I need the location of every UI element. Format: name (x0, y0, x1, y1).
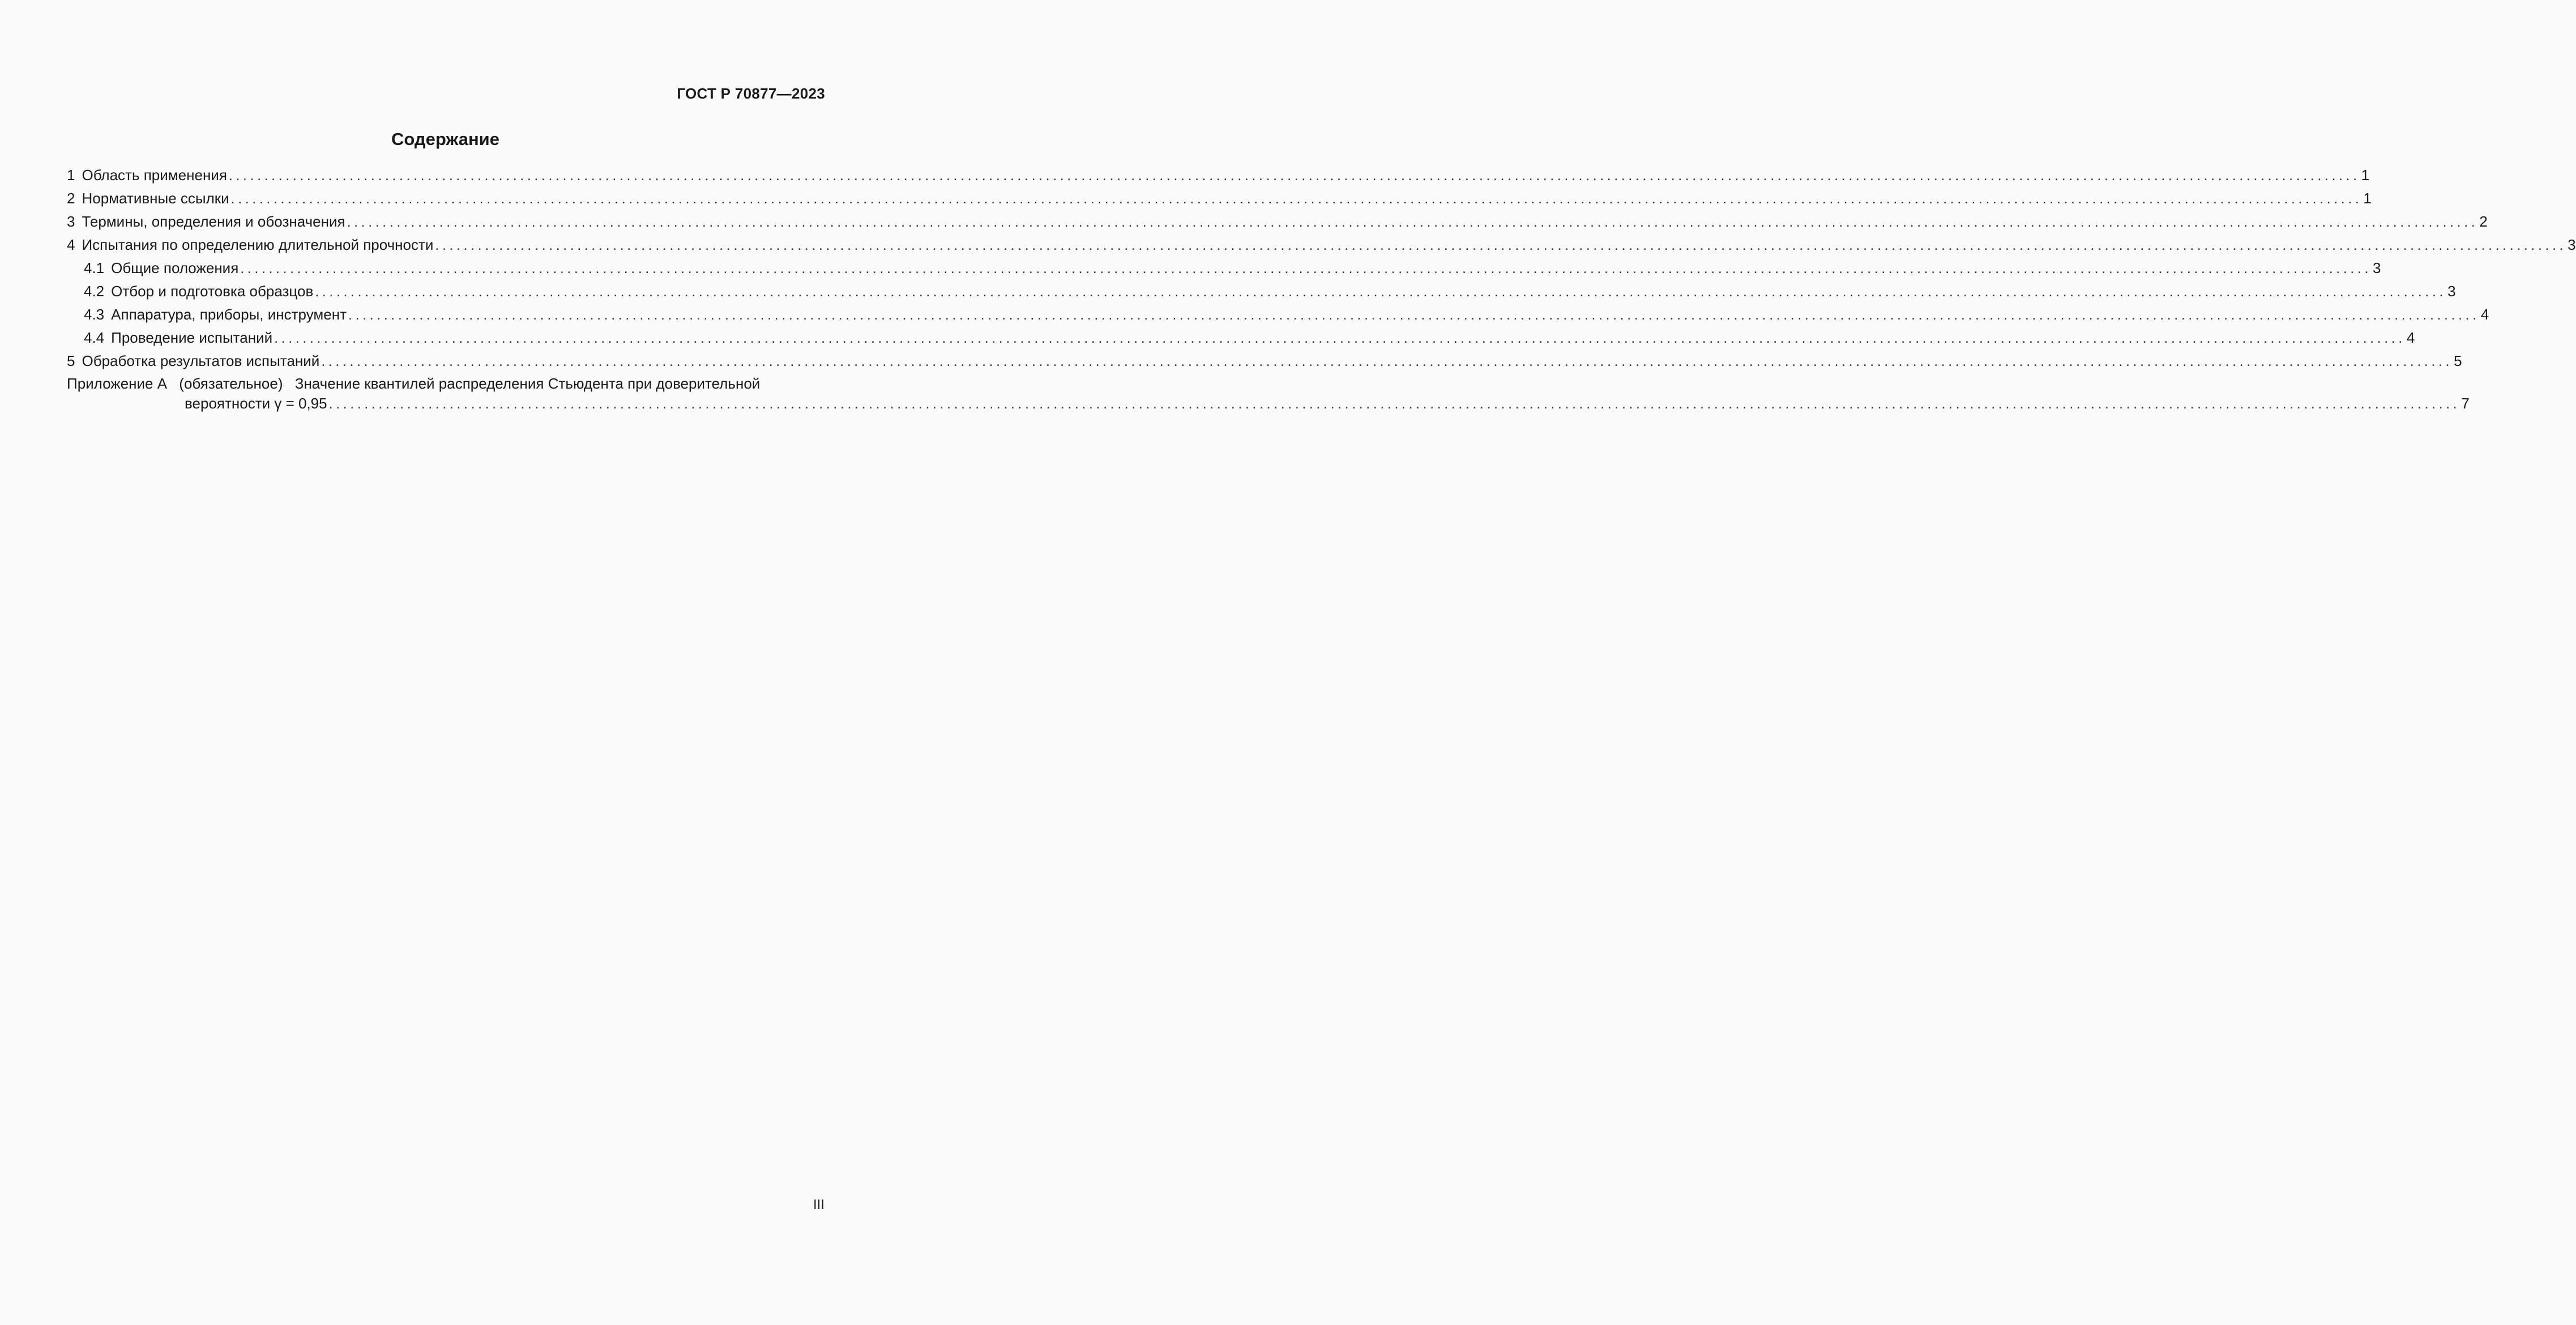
toc-entry-3[interactable] (67, 210, 2488, 233)
dot-leader: ............................................................................................................................................................................................................................................................................................................ (348, 307, 2480, 323)
toc-entry-label: Термины, определения и обозначения (82, 213, 345, 230)
toc-entry-4-1[interactable] (67, 257, 2381, 280)
page-number: III (813, 1197, 825, 1212)
annex-prefix: Приложение А (67, 375, 168, 392)
toc-entry-4-4[interactable] (67, 326, 2415, 350)
toc-entry-page: 7 (2461, 395, 2470, 412)
toc-entry-page: 1 (2361, 167, 2370, 184)
toc-entry-label: Нормативные ссылки (82, 190, 229, 207)
annex-title-continuation (67, 393, 2470, 414)
annex-title-line-2: вероятности γ = 0,95 (185, 395, 327, 412)
annex-status: (обязательное) (179, 375, 283, 392)
dot-leader: ............................................................................................................................................................................................................................................................................................................ (347, 214, 2479, 230)
dot-leader: ............................................................................................................................................................................................................................................................................................................ (315, 284, 2447, 300)
toc-entry-label: Аппаратура, приборы, инструмент (111, 306, 347, 323)
toc-entry-number: 4.2 (84, 283, 105, 300)
toc-entry-page: 1 (2363, 190, 2372, 207)
dot-leader: ............................................................................................................................................................................................................................................................................................................ (230, 191, 2363, 207)
dot-leader: ............................................................................................................................................................................................................................................................................................................ (228, 168, 2360, 184)
toc-entry-annex-a[interactable] (67, 374, 2470, 414)
dot-leader: ............................................................................................................................................................................................................................................................................................................ (435, 237, 2567, 253)
table-of-contents (67, 164, 2576, 414)
dot-leader: ............................................................................................................................................................................................................................................................................................................ (240, 261, 2372, 276)
toc-entry-label: Общие положения (111, 259, 239, 276)
toc-entry-label: Отбор и подготовка образцов (111, 283, 314, 300)
dot-leader: ............................................................................................................................................................................................................................................................................................................ (274, 330, 2406, 346)
toc-entry-label: Обработка результатов испытаний (82, 352, 320, 369)
toc-entry-number: 2 (67, 190, 75, 207)
toc-entry-number: 5 (67, 352, 75, 369)
toc-entry-page: 3 (2568, 236, 2576, 253)
toc-entry-number: 3 (67, 213, 75, 230)
toc-entry-page: 5 (2454, 352, 2462, 369)
toc-entry-1[interactable] (67, 164, 2370, 187)
dot-leader: ............................................................................................................................................................................................................................................................................................................ (321, 353, 2453, 369)
toc-entry-number: 4.1 (84, 259, 105, 276)
toc-entry-page: 3 (2373, 259, 2381, 276)
toc-entry-5[interactable] (67, 350, 2462, 373)
toc-entry-page: 3 (2447, 283, 2456, 300)
dot-leader: ............................................................................................................................................................................................................................................................................................................ (328, 396, 2460, 412)
toc-entry-4-2[interactable] (67, 280, 2456, 303)
toc-entry-number: 4.4 (84, 329, 105, 346)
toc-entry-4-3[interactable] (67, 303, 2489, 326)
annex-title-line-1: Значение квантилей распределения Стьюдента при доверительной (294, 375, 761, 392)
toc-entry-number: 1 (67, 167, 75, 184)
toc-entry-page: 2 (2479, 213, 2488, 230)
toc-entry-page: 4 (2406, 329, 2415, 346)
toc-entry-page: 4 (2480, 306, 2489, 323)
toc-entry-number: 4 (67, 236, 75, 253)
toc-entry-2[interactable] (67, 187, 2372, 210)
toc-entry-label: Проведение испытаний (111, 329, 273, 346)
toc-entry-number: 4.3 (84, 306, 105, 323)
toc-entry-label: Испытания по определению длительной прочности (82, 236, 434, 253)
toc-title: Содержание (391, 129, 499, 149)
annex-heading-line (67, 374, 825, 393)
toc-entry-label: Область применения (82, 167, 227, 184)
document-code: ГОСТ Р 70877—2023 (677, 85, 825, 102)
toc-entry-4[interactable] (67, 233, 2576, 257)
